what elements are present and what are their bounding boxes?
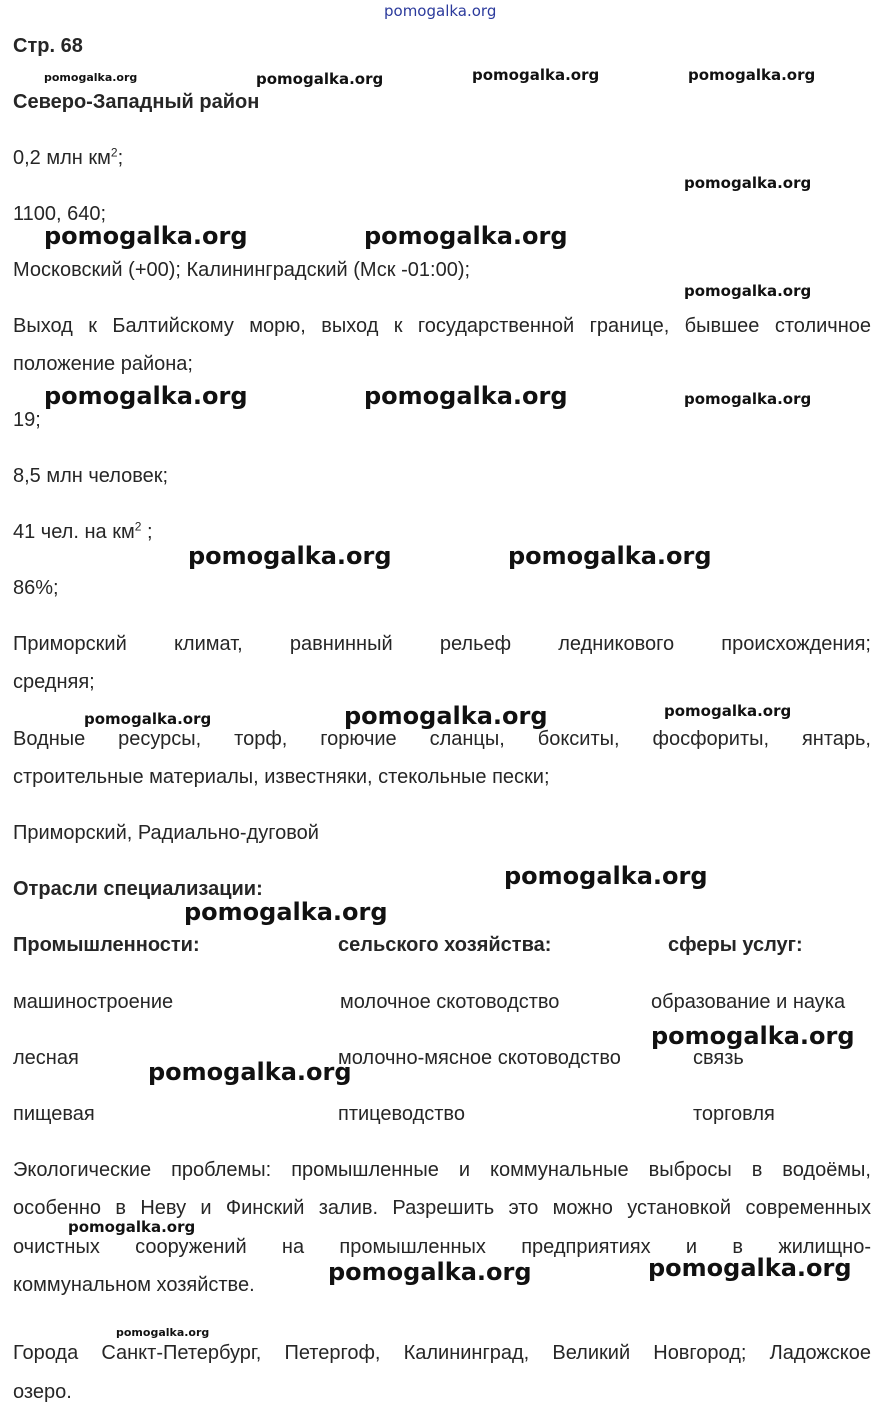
climate-types-line: Приморский, Радиально-дуговой [13, 822, 319, 844]
eco-line-4: коммунальном хозяйстве. [13, 1274, 255, 1296]
watermark: pomogalka.org [116, 1326, 210, 1339]
position-line-1: Выход к Балтийскому морю, выход к государственной границе, бывшее столичное [13, 315, 871, 337]
watermark: pomogalka.org [364, 382, 568, 410]
area-sup: 2 [110, 145, 118, 160]
watermark: pomogalka.org [472, 66, 600, 84]
area-line [13, 146, 123, 170]
services-item: торговля [693, 1103, 775, 1125]
watermark: pomogalka.org [44, 222, 248, 250]
agriculture-heading: сельского хозяйства: [338, 934, 552, 956]
industry-item: пищевая [13, 1103, 95, 1125]
watermark: pomogalka.org [188, 542, 392, 570]
watermark: pomogalka.org [364, 222, 568, 250]
watermark: pomogalka.org [44, 382, 248, 410]
cities-line-1: Города Санкт-Петербург, Петергоф, Калининград, Великий Новгород; Ладожское [13, 1342, 871, 1364]
watermark: pomogalka.org [148, 1058, 352, 1086]
density-sup: 2 [134, 519, 142, 534]
page-label: Стр. 68 [13, 35, 83, 57]
watermark: pomogalka.org [648, 1254, 852, 1282]
industry-item: машиностроение [13, 991, 174, 1013]
density-text: 41 чел. на км [13, 521, 135, 543]
climate-line-1: Приморский климат, равнинный рельеф ледникового происхождения; [13, 633, 871, 655]
top-watermark: pomogalka.org [384, 2, 497, 20]
position-line-2: положение района; [13, 353, 193, 375]
numbers-line: 1100, 640; [13, 203, 107, 225]
agriculture-item: птицеводство [338, 1103, 465, 1125]
specialization-heading: Отрасли специализации: [13, 878, 263, 900]
watermark: pomogalka.org [68, 1218, 196, 1236]
services-item: образование и наука [651, 991, 846, 1013]
watermark: pomogalka.org [44, 71, 138, 84]
industry-item: лесная [13, 1047, 79, 1069]
density-end: ; [141, 521, 153, 543]
area-text: 0,2 млн км [13, 147, 111, 169]
watermark: pomogalka.org [664, 702, 792, 720]
industry-heading: Промышленности: [13, 934, 200, 956]
watermark: pomogalka.org [684, 174, 812, 192]
watermark: pomogalka.org [688, 66, 816, 84]
watermark: pomogalka.org [256, 70, 384, 88]
area-end: ; [117, 147, 124, 169]
watermark: pomogalka.org [344, 702, 548, 730]
subjects-line: 19; [13, 409, 41, 431]
eco-line-1: Экологические проблемы: промышленные и коммунальные выбросы в водоёмы, [13, 1159, 871, 1181]
watermark: pomogalka.org [328, 1258, 532, 1286]
watermark: pomogalka.org [184, 898, 388, 926]
services-heading: сферы услуг: [668, 934, 803, 956]
resources-line-1: Водные ресурсы, торф, горючие сланцы, бокситы, фосфориты, янтарь, [13, 728, 871, 750]
watermark: pomogalka.org [508, 542, 712, 570]
resources-line-2: строительные материалы, известняки, стекольные пески; [13, 766, 550, 788]
eco-line-3: очистных сооружений на промышленных предприятиях и в жилищно- [13, 1236, 871, 1258]
population-line: 8,5 млн человек; [13, 465, 169, 487]
watermark: pomogalka.org [651, 1022, 855, 1050]
agriculture-item: молочно-мясное скотоводство [338, 1047, 621, 1069]
page-title: Северо-Западный район [13, 91, 260, 113]
urban-line: 86%; [13, 577, 59, 599]
eco-line-2: особенно в Неву и Финский залив. Разрешить это можно установкой современных [13, 1197, 871, 1219]
agriculture-item: молочное скотоводство [340, 991, 560, 1013]
watermark: pomogalka.org [684, 282, 812, 300]
watermark: pomogalka.org [684, 390, 812, 408]
services-item: связь [693, 1047, 744, 1069]
watermark: pomogalka.org [504, 862, 708, 890]
watermark: pomogalka.org [84, 710, 212, 728]
timezones-line: Московский (+00); Калининградский (Мск -01:00); [13, 259, 471, 281]
density-line [13, 520, 153, 544]
climate-line-2: средняя; [13, 671, 95, 693]
cities-line-2: озеро. [13, 1381, 72, 1403]
